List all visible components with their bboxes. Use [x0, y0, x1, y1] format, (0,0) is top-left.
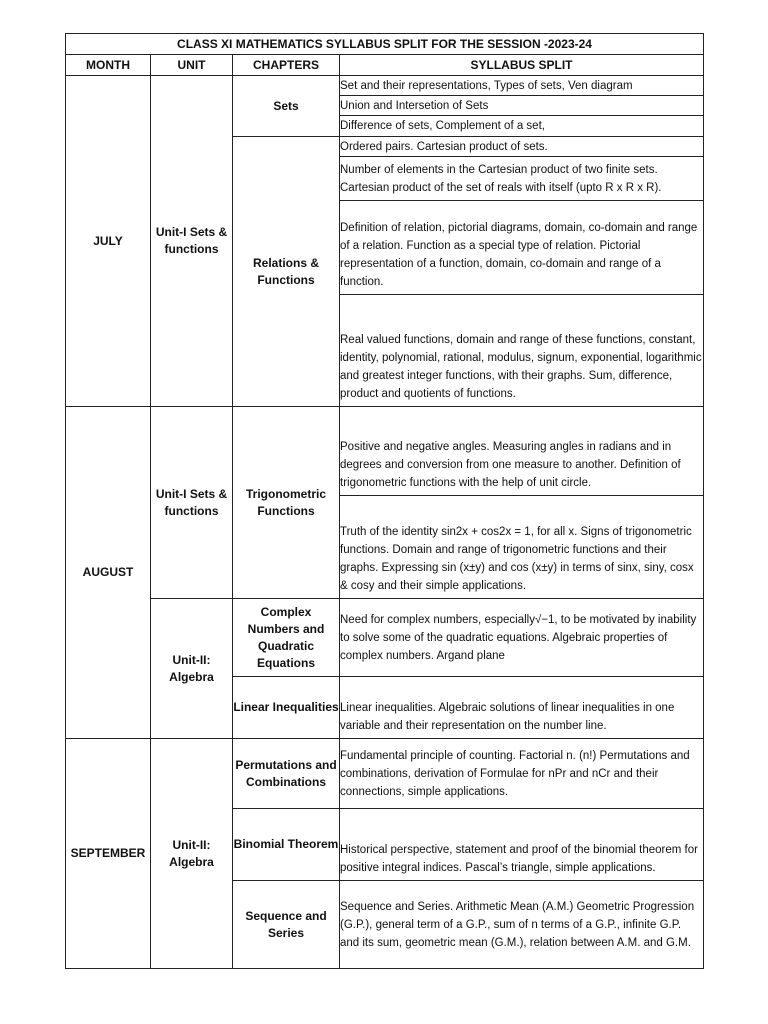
chapter-complex-numbers: Complex Numbers and Quadratic Equations [233, 599, 340, 677]
chapter-trigonometric-functions: Trigonometric Functions [233, 407, 340, 599]
chapter-binomial-theorem: Binomial Theorem [233, 809, 340, 881]
unit-cell: Unit-I Sets & functions [151, 76, 233, 407]
table-row [66, 599, 704, 677]
topic-cell: Real valued functions, domain and range of these functions, constant, identity, polynomial, rational, modulus, signum, exponential, logarithmic and greatest integer functions, with their graphs. Sum, difference, product and quotients of functions. [340, 295, 704, 407]
topic-cell: Historical perspective, statement and proof of the binomial theorem for positive integral indices. Pascal’s triangle, simple applications. [340, 809, 704, 881]
topic-cell: Need for complex numbers, especially√−1, to be motivated by inability to solve some of the quadratic equations. Algebraic properties of complex numbers. Argand plane [340, 599, 704, 677]
header-month: MONTH [66, 55, 151, 76]
syllabus-table [65, 33, 704, 969]
header-chapters: CHAPTERS [233, 55, 340, 76]
topic-cell: Union and Intersetion of Sets [340, 96, 704, 116]
topic-cell: Linear inequalities. Algebraic solutions of linear inequalities in one variable and their representation on the number line. [340, 677, 704, 739]
header-unit: UNIT [151, 55, 233, 76]
table-row [66, 407, 704, 496]
header-syllabus-split: SYLLABUS SPLIT [340, 55, 704, 76]
title-row [66, 34, 704, 55]
topic-cell: Positive and negative angles. Measuring angles in radians and in degrees and conversion from one measure to another. Definition of trigonometric functions with the help of unit circle. [340, 407, 704, 496]
topic-cell: Fundamental principle of counting. Factorial n. (n!) Permutations and combinations, derivation of Formulae for nPr and nCr and their connections, simple applications. [340, 739, 704, 809]
unit-cell: Unit-I Sets & functions [151, 407, 233, 599]
chapter-linear-inequalities: Linear Inequalities [233, 677, 340, 739]
month-august: AUGUST [66, 407, 151, 739]
unit-cell: Unit-II: Algebra [151, 739, 233, 969]
topic-cell: Definition of relation, pictorial diagrams, domain, co-domain and range of a relation. Function as a special type of relation. Pictorial representation of a function, domain, co-domain and range of a function. [340, 201, 704, 295]
topic-cell: Ordered pairs. Cartesian product of sets. [340, 137, 704, 157]
topic-cell: Difference of sets, Complement of a set, [340, 116, 704, 137]
month-september: SEPTEMBER [66, 739, 151, 969]
topic-cell: Set and their representations, Types of sets, Ven diagram [340, 76, 704, 96]
topic-cell: Sequence and Series. Arithmetic Mean (A.M.) Geometric Progression (G.P.), general term of a G.P., sum of n terms of a G.P., infinite G.P. and its sum, geometric mean (G.M.), relation between A.M. and G.M. [340, 881, 704, 969]
header-row [66, 55, 704, 76]
table-row [66, 76, 704, 96]
chapter-sets: Sets [233, 76, 340, 137]
document-title: CLASS XI MATHEMATICS SYLLABUS SPLIT FOR THE SESSION -2023-24 [66, 34, 704, 55]
month-july: JULY [66, 76, 151, 407]
topic-cell: Truth of the identity sin2x + cos2x = 1, for all x. Signs of trigonometric functions. Domain and range of trigonometric functions and their graphs. Expressing sin (x±y) and cos (x±y) in terms of sinx, siny, cosx & cosy and their simple applications. [340, 496, 704, 599]
topic-cell: Number of elements in the Cartesian product of two finite sets. Cartesian product of the set of reals with itself (upto R x R x R). [340, 157, 704, 201]
chapter-permutations: Permutations and Combinations [233, 739, 340, 809]
chapter-relations-functions: Relations & Functions [233, 137, 340, 407]
unit-cell: Unit-II: Algebra [151, 599, 233, 739]
table-row [66, 739, 704, 809]
chapter-sequence-series: Sequence and Series [233, 881, 340, 969]
